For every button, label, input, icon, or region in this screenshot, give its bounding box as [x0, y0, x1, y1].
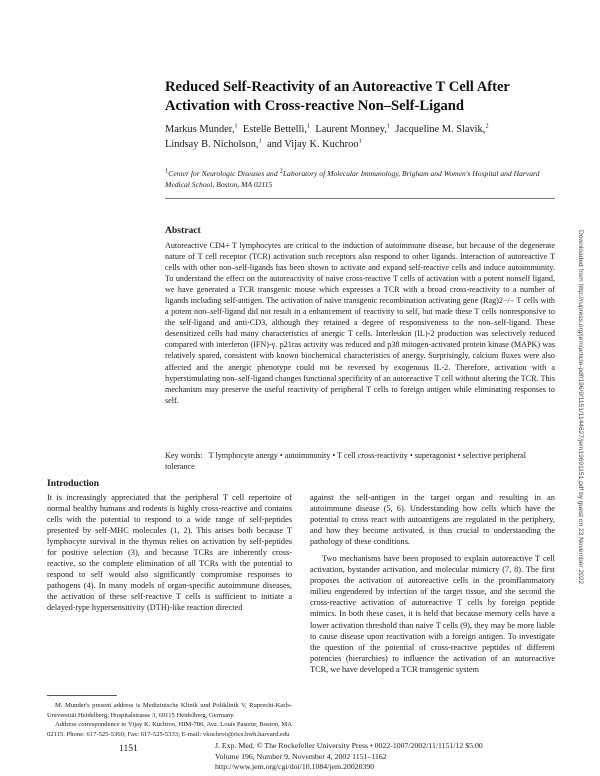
download-note: Downloaded from http://rupress.org/jem/article-pdf/196/9/1151/1144627/jem19691151.pdf by guest on 23 November 2022: [577, 230, 584, 585]
author-name: Jacqueline M. Slavik,: [395, 124, 486, 135]
keywords-list: T lymphocyte anergy • autoimmunity • T cell cross-reactivity • superagonist • selective peripheral tolerance: [165, 451, 527, 472]
title-line-2: Activation with Cross-reactive Non–Self-Ligand: [165, 98, 465, 114]
affiliation-1: Center for Neurologic Diseases and: [168, 169, 278, 178]
author-name: Lindsay B. Nicholson,: [165, 138, 259, 150]
author-conjunction: and: [266, 138, 282, 150]
author-name: Vijay K. Kuchroo: [284, 138, 359, 150]
author-list: [165, 123, 545, 152]
author-affiliation-mark: 1: [358, 137, 362, 145]
introduction-right-column: [310, 492, 555, 675]
paragraph: against the self-antigen in the target organ and resulting in an autoimmune disease (5, 6). Understanding how cells which have the potential to cross react with autoantigens are regulated in the periphery, and how they become activated, is thus crucial to understanding the pathology of these conditions.: [310, 493, 555, 547]
author-name: Estelle Bettelli,: [242, 124, 307, 135]
footnote-correspondence: Address correspondence to Vijay K. Kuchroo, HIM-786, Ave. Louis Pasteur, Boston, MA 02115. Phone: 617-525-5360; Fax: 617-525-5333; E-mail: vkuchroo@rics.bwh.harvard.edu: [47, 721, 292, 738]
keywords: [165, 450, 555, 472]
footnote-present-address: M. Munder's present address is Medizinische Klinik und Poliklinik V, Ruprecht-Karls-Universität Heidelberg, Hospitalstrasse 3, 69115 Heidelberg, Germany.: [47, 702, 292, 719]
journal-volume: Volume 196, Number 9, November 4, 2002 1151–1162: [215, 751, 387, 761]
header-divider: [165, 198, 555, 199]
footnotes: [47, 701, 292, 739]
abstract-text: Autoreactive CD4+ T lymphocytes are critical to the induction of autoimmune disease, but because of the degenerate nature of T cell receptor (TCR) activation such receptors also respond to other ligands. Interaction of autoreactive T cells with other non–self-ligands has been shown to activate and expand self-reactive cells and induce autoimmunity. To understand the effect on the autoreactivity of naive cross-reactive T cells of activation with a potent nonself ligand, we have generated a TCR transgenic mouse which expresses a TCR with a broad cross-reactivity to a number of ligands including self-antigen. The activation of naive transgenic recombination activating gene (Rag)2−/− T cells with a potent non–self-ligand did not result in a enhancement of reactivity to self, but made these T cells nonresponsive to the self-ligand and anti-CD3, although they retained a degree of responsiveness to the non–self-ligand. These desensitized cells had many characteristics of anergic T cells. Interleukin (IL)-2 production was selectively reduced compared with interferon (IFN)-γ. p21ras activity was reduced and p38 mitogen-activated protein kinase (MAPK) was relatively spared, consistent with known biochemical characteristics of anergy. Surprisingly, calcium fluxes were also affected and the anergic phenotype could not be reversed by exogenous IL-2. Therefore, activation with a hyperstimulating non–self-ligand changes functional specificity of an autoreactive T cell without altering the TCR. This mechanism may preserve the useful reactivity of peripheral T cells to foreign antigen while eliminating responses to self.: [165, 241, 555, 405]
affiliation-2: Laboratory of Molecular Immunology, Brigham and Women's Hospital and Harvard Medical School, Boston, MA 02115: [165, 169, 540, 189]
journal-line: J. Exp. Med. © The Rockefeller University Press • 0022-1007/2002/11/1151/12 $5.00: [215, 741, 483, 750]
download-watermark: [575, 230, 593, 720]
keywords-label: Key words:: [165, 451, 203, 460]
abstract-heading: Abstract: [165, 225, 201, 236]
author-name: Laurent Monney,: [315, 124, 387, 135]
journal-info: [215, 741, 555, 773]
author-name: Markus Munder,: [165, 124, 235, 135]
author-affiliation-mark: 1: [306, 122, 311, 130]
introduction-left-column: It is increasingly appreciated that the peripheral T cell repertoire of normal healthy humans and rodents is highly cross-reactive and contains cells with the potential to respond to a wide range of self-peptides presented by self-MHC molecules (1, 2). This arises both because T lymphocyte survival in the thymus relies on activation by self-peptides for positive selection (3), and because TCRs are inherently cross-reactive, so the complete elimination of all TCRs with the potential to respond to self would also significantly compromise responses to pathogens (4). In many models of organ-specific autoimmune diseases, the activation of these self-reactive T cells is sufficient to initiate a delayed-type hypersensitivity (DTH)-like reaction directed: [47, 493, 292, 613]
article-title: [165, 78, 545, 116]
author-affiliation-mark: 1: [386, 122, 391, 130]
title-line-1: Reduced Self-Reactivity of an Autoreactive T Cell After: [165, 79, 510, 95]
doi-link[interactable]: http://www.jem.org/cgi/doi/10.1084/jem.20020390: [215, 762, 375, 772]
footnote-divider: [47, 695, 117, 696]
affiliation-mark: 1: [165, 167, 169, 175]
affiliation-mark: 2: [279, 167, 283, 175]
introduction-heading: Introduction: [47, 478, 100, 489]
author-affiliation-mark: 2: [485, 122, 489, 130]
author-affiliation-mark: 1: [258, 137, 262, 145]
page-number: 1151: [119, 743, 138, 754]
paragraph: Two mechanisms have been proposed to explain autoreactive T cell activation, bystander activation, and molecular mimicry (7, 8). The first proposes the activation of autoreactive cells in the proinflammatory milieu engendered by infection of the target tissue, and the second the cross-reactive activation of autoreactive T cells by foreign peptide mimics. In both these cases, it is held that because memory cells have a lower activation threshold than naive T cells (9), they may be more liable to cause disease upon reactivation with a foreign antigen. To investigate the question of the potential of cross-reactive peptides of different potencies (hierarchies) to influence the activation of an autoreactive TCR, we have developed a TCR transgenic system: [310, 554, 555, 674]
affiliations: [165, 168, 555, 190]
author-affiliation-mark: 1: [234, 122, 238, 130]
